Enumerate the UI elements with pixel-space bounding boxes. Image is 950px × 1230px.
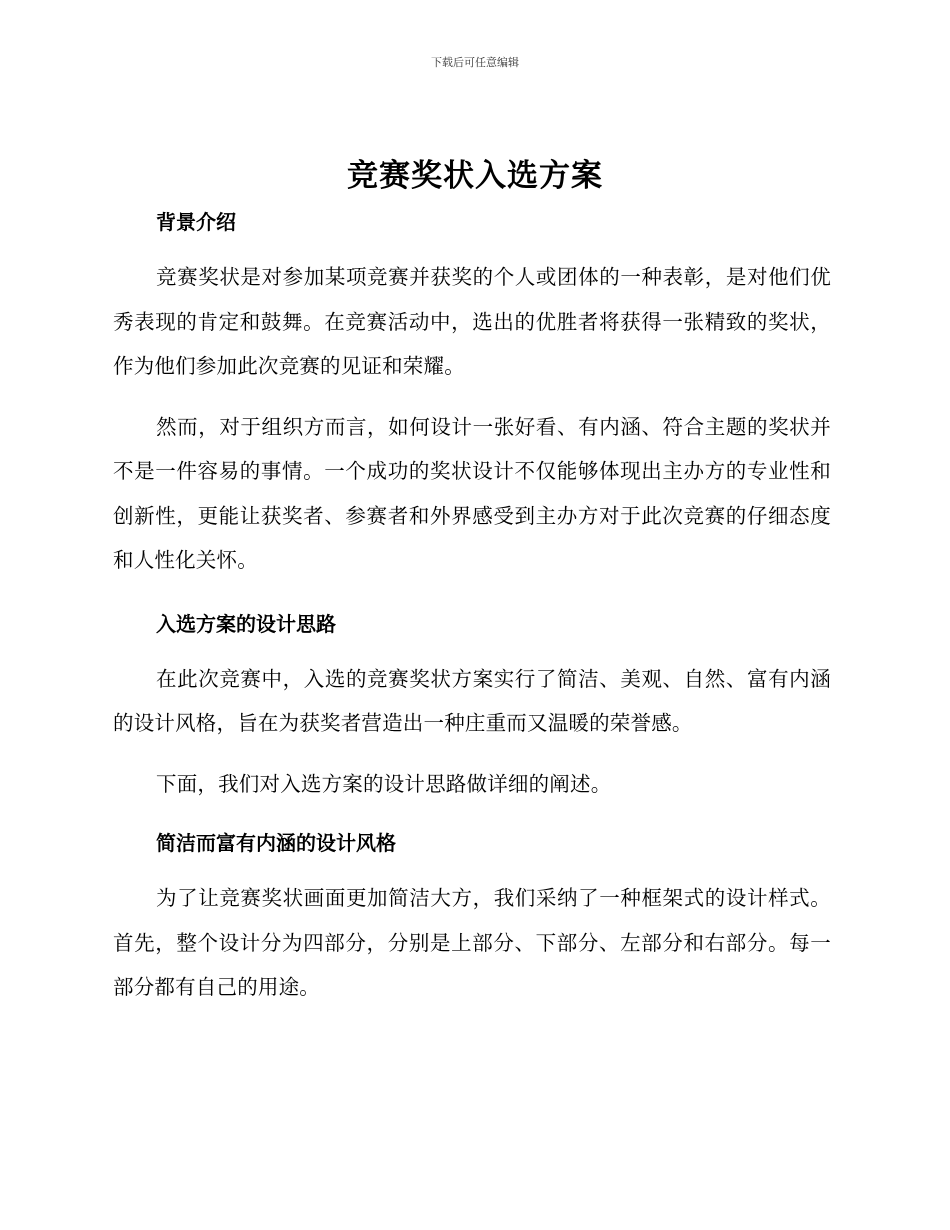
document-title: 竞赛奖状入选方案 bbox=[347, 158, 603, 194]
paragraph: 在此次竞赛中，入选的竞赛奖状方案实行了简洁、美观、自然、富有内涵的设计风格，旨在为获奖者营造出一种庄重而又温暖的荣誉感。 bbox=[113, 666, 831, 735]
section-heading-style: 简洁而富有内涵的设计风格 bbox=[156, 831, 396, 855]
paragraph: 为了让竞赛奖状画面更加简洁大方，我们采纳了一种框架式的设计样式。首先，整个设计分为四部分，分别是上部分、下部分、左部分和右部分。每一部分都有自己的用途。 bbox=[113, 886, 831, 999]
paragraph: 然而，对于组织方而言，如何设计一张好看、有内涵、符合主题的奖状并不是一件容易的事情。一个成功的奖状设计不仅能够体现出主办方的专业性和创新性，更能让获奖者、参赛者和外界感受到主办方对于此次竞赛的仔细态度和人性化关怀。 bbox=[113, 414, 831, 572]
paragraph: 下面，我们对入选方案的设计思路做详细的阐述。 bbox=[156, 771, 612, 796]
section-heading-background: 背景介绍 bbox=[156, 210, 236, 234]
page-header: 下载后可任意编辑 bbox=[431, 56, 519, 69]
section-heading-design-idea: 入选方案的设计思路 bbox=[156, 611, 336, 636]
document-body bbox=[113, 205, 831, 1010]
paragraph: 竞赛奖状是对参加某项竞赛并获奖的个人或团体的一种表彰，是对他们优秀表现的肯定和鼓舞。在竞赛活动中，选出的优胜者将获得一张精致的奖状，作为他们参加此次竞赛的见证和荣耀。 bbox=[113, 265, 831, 378]
